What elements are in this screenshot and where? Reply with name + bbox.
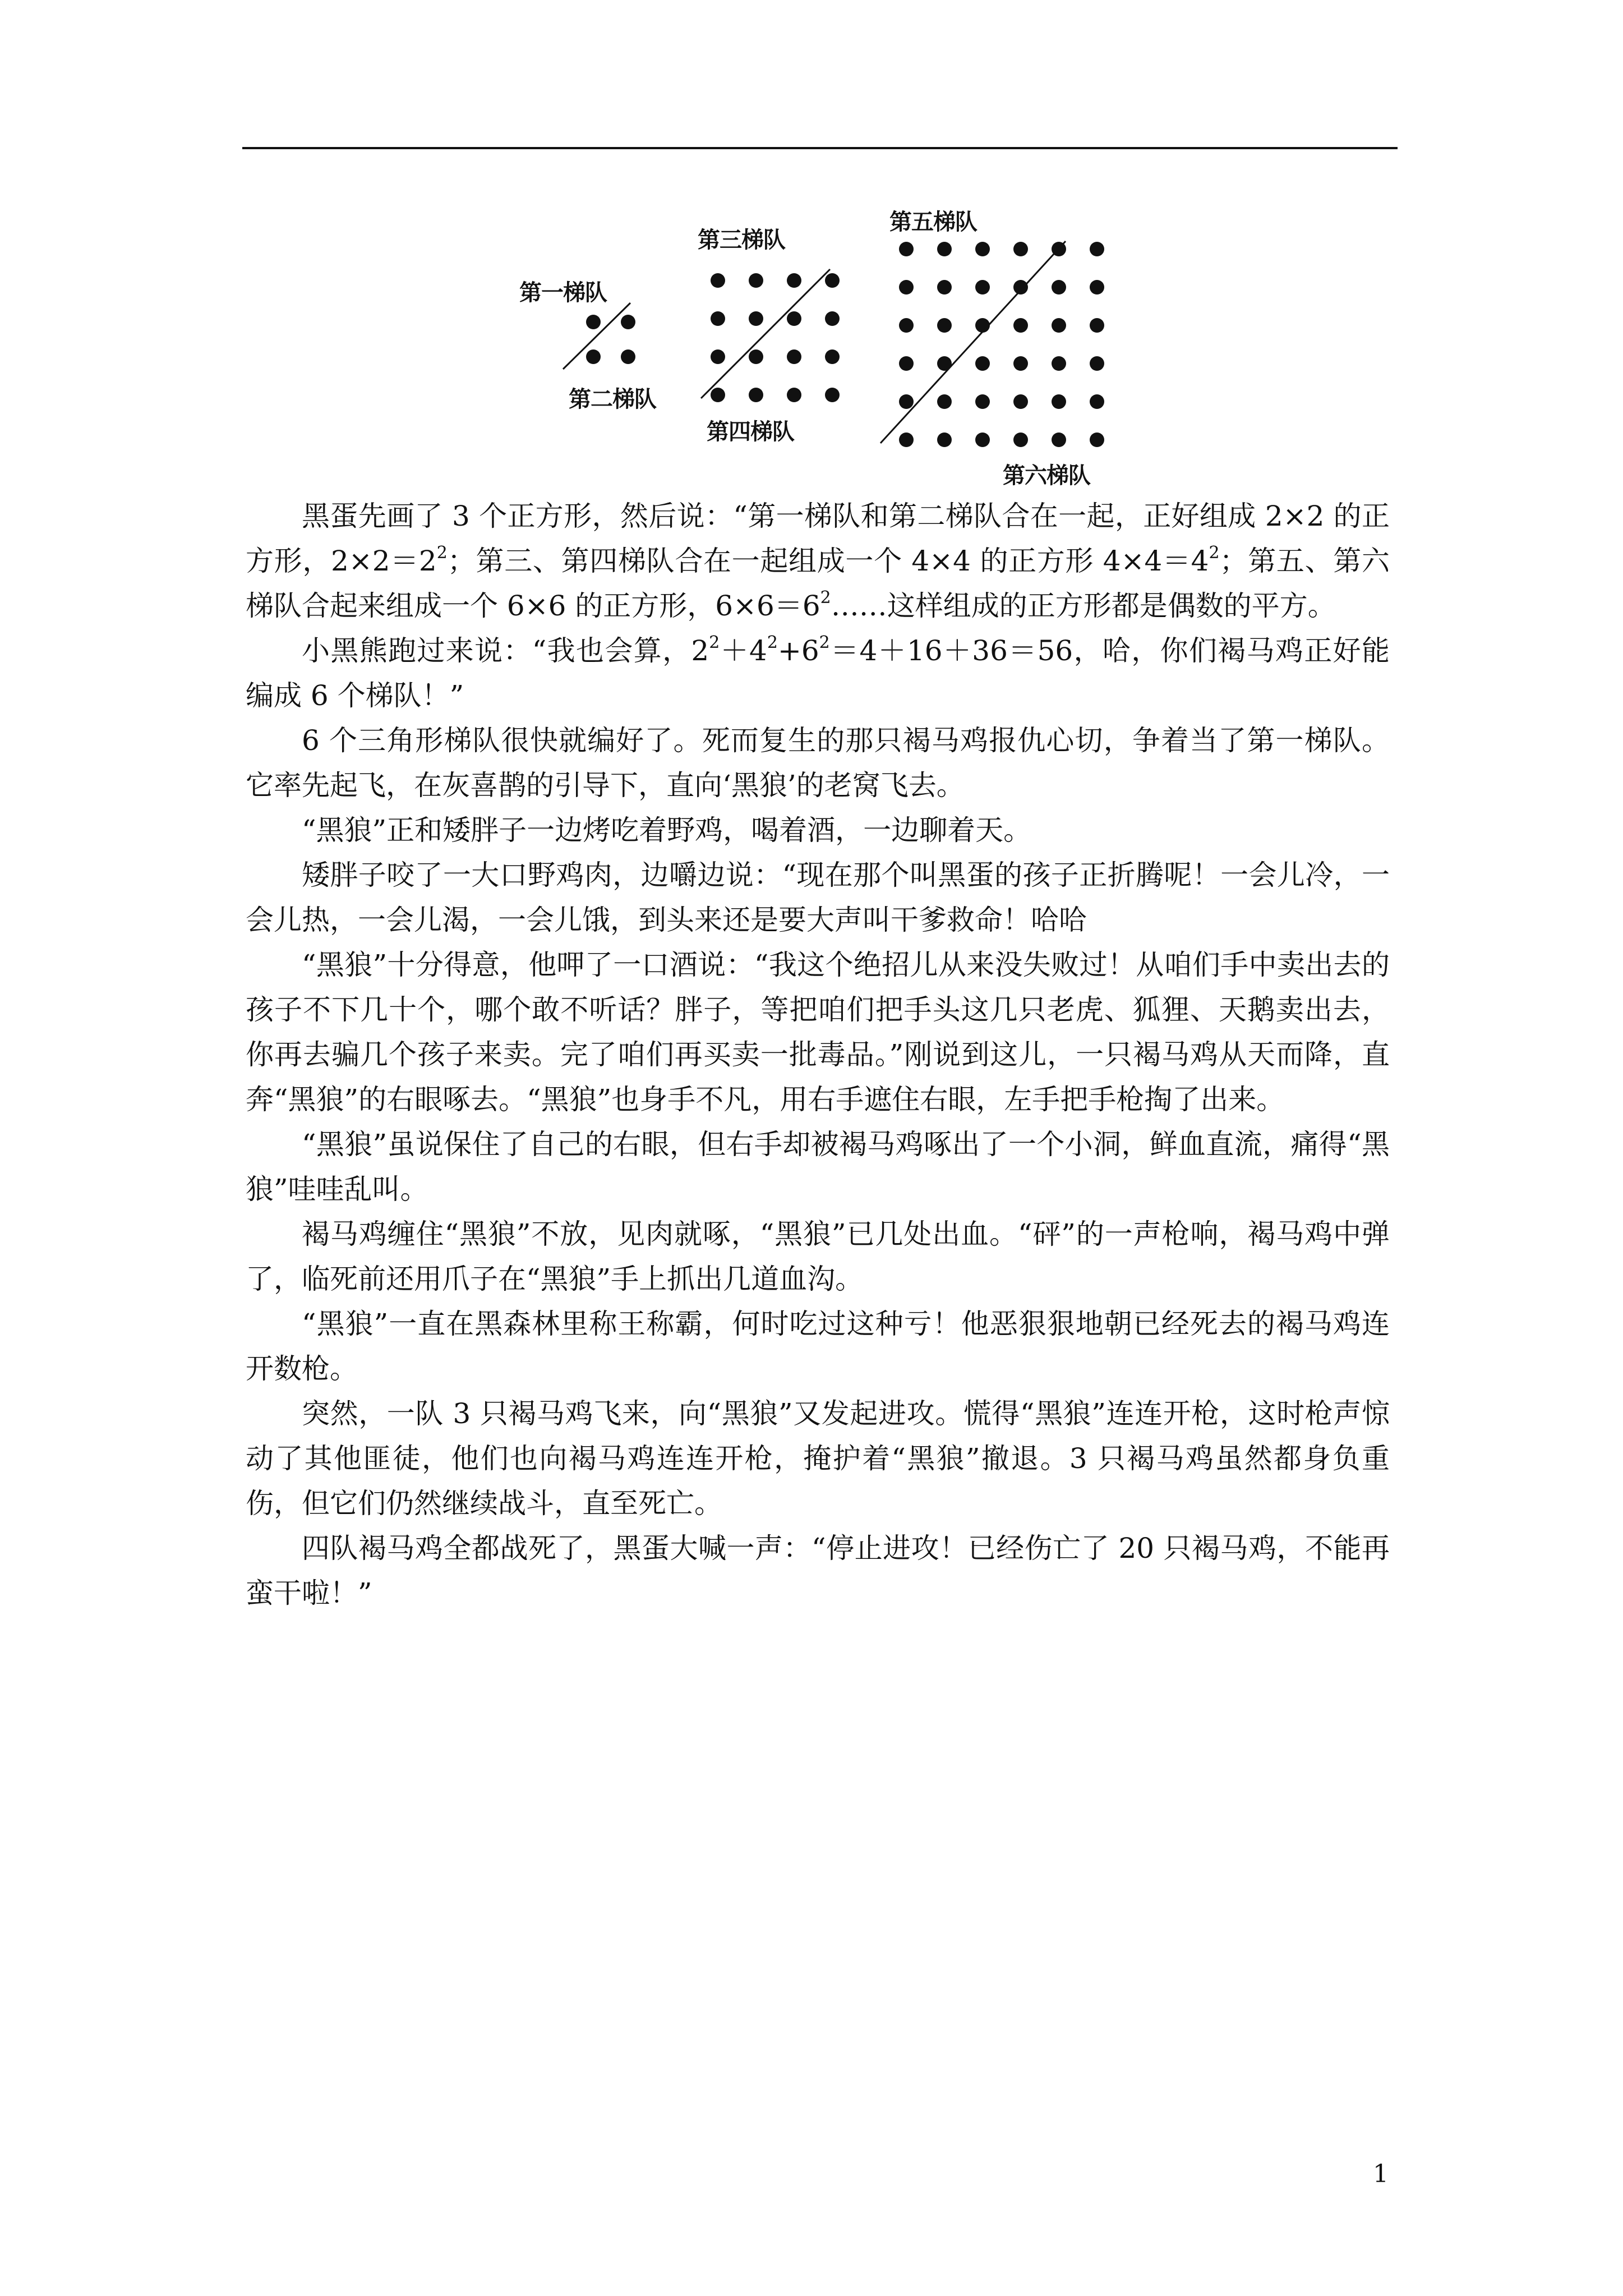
square-6x6-dot: [1013, 318, 1028, 333]
square-2x2-dot: [586, 349, 601, 364]
label-team-1: 第一梯队: [519, 280, 607, 306]
text-run: ＋4: [720, 634, 767, 667]
square-6x6-dot: [1090, 318, 1104, 333]
text-run: ＝4＋16＋36＝56，哈，你们褐马鸡正好能编成 6 个梯队！”: [246, 634, 1390, 712]
square-6x6-dot: [899, 280, 914, 295]
square-6x6-dot: [1090, 432, 1104, 447]
text-run: “黑狼”十分得意，他呷了一口酒说：“我这个绝招儿从来没失败过！从咱们手中卖出去的孩子不下几十个，哪个敢不听话？胖子，等把咱们把手头这几只老虎、狐狸、天鹅卖出去，你再去骗几个孩子来卖。完了咱们再买卖一批毒品。”刚说到这儿，一只褐马鸡从天而降，直奔“黑狼”的右眼啄去。“黑狼”也身手不凡，用右手遮住右眼，左手把手枪掏了出来。: [246, 949, 1390, 1116]
ladder-figure: [505, 196, 1144, 488]
square-2x2-dot: [621, 349, 635, 364]
text-run: “黑狼”正和矮胖子一边烤吃着野鸡，喝着酒，一边聊着天。: [302, 814, 1032, 846]
square-6x6-dot: [975, 356, 990, 371]
header-rule: [242, 147, 1398, 149]
square-6x6-dot: [975, 394, 990, 409]
square-6x6-dot: [899, 318, 914, 333]
paragraph: [246, 1391, 1390, 1526]
square-6x6-dot: [1052, 280, 1066, 295]
square-2x2-dot: [621, 315, 635, 329]
square-4x4-dot: [749, 311, 763, 326]
square-4x4-dot: [825, 388, 840, 402]
paragraph: [246, 1212, 1390, 1301]
square-4x4-dot: [787, 388, 801, 402]
square-4x4-dot: [825, 311, 840, 326]
paragraph: [246, 808, 1390, 853]
superscript: 2: [709, 633, 720, 652]
label-team-6: 第六梯队: [1003, 463, 1090, 489]
page-number: 1: [1373, 2160, 1389, 2188]
label-team-4: 第四梯队: [707, 419, 794, 445]
square-6x6-dot: [899, 432, 914, 447]
text-run: “黑狼”一直在黑森林里称王称霸，何时吃过这种亏！他恶狠狠地朝已经死去的褐马鸡连开数枪。: [246, 1308, 1390, 1385]
text-run: “黑狼”虽说保住了自己的右眼，但右手却被褐马鸡啄出了一个小洞，鲜血直流，痛得“黑狼”哇哇乱叫。: [246, 1128, 1390, 1205]
square-6x6-dot: [975, 432, 990, 447]
square-6x6-dot: [899, 394, 914, 409]
square-4x4-dot: [749, 349, 763, 364]
paragraph: [246, 942, 1390, 1122]
text-run: +6: [777, 634, 819, 667]
square-4x4-dot: [787, 311, 801, 326]
superscript: 2: [436, 543, 448, 563]
square-4x4-dot: [825, 349, 840, 364]
square-4x4-dot: [825, 273, 840, 288]
square-4x4-dot: [749, 388, 763, 402]
square-6x6-dot: [1090, 394, 1104, 409]
text-run: 矮胖子咬了一大口野鸡肉，边嚼边说：“现在那个叫黑蛋的孩子正折腾呢！一会儿冷，一会儿热，一会儿渴，一会儿饿，到头来还是要大声叫干爹救命！哈哈: [246, 859, 1390, 936]
square-4x4-dot: [787, 349, 801, 364]
square-4x4-dot: [711, 311, 725, 326]
square-4x4-dot: [749, 273, 763, 288]
square-6x6-dot: [937, 318, 952, 333]
dot-squares-diagram: [505, 196, 1144, 488]
square-4x4-dot: [711, 273, 725, 288]
label-team-5: 第五梯队: [889, 209, 977, 235]
square-6x6-dot: [937, 432, 952, 447]
square-6x6-dot: [1013, 356, 1028, 371]
square-6x6-dot: [1052, 394, 1066, 409]
square-6x6-dot: [899, 242, 914, 256]
divider-line-6x6: [880, 241, 1066, 443]
text-run: 黑蛋先画了 3 个正方形，然后说：“第一梯队和第二梯队合在一起，正好组成 2×2 的正方形，2×2＝2: [246, 500, 1390, 577]
square-6x6-dot: [975, 242, 990, 256]
paragraph: [246, 1301, 1390, 1391]
text-run: 四队褐马鸡全都战死了，黑蛋大喊一声：“停止进攻！已经伤亡了 20 只褐马鸡，不能再蛮干啦！”: [246, 1532, 1390, 1609]
square-4x4-dot: [787, 273, 801, 288]
square-6x6-dot: [1052, 356, 1066, 371]
square-6x6-dot: [1052, 432, 1066, 447]
superscript: 2: [819, 633, 830, 652]
divider-line-4x4: [701, 269, 830, 398]
text-run: ；第三、第四梯队合在一起组成一个 4×4 的正方形 4×4＝4: [447, 545, 1209, 577]
square-6x6-dot: [1013, 394, 1028, 409]
square-6x6-dot: [937, 394, 952, 409]
text-run: ；第五、第六梯队合起来组成一个 6×6 的正方形，6×6＝6: [246, 545, 1390, 622]
square-6x6-dot: [1090, 280, 1104, 295]
story-body: [246, 494, 1390, 1616]
square-4x4-dot: [711, 388, 725, 402]
square-6x6-dot: [1052, 318, 1066, 333]
square-6x6-dot: [1013, 242, 1028, 256]
square-6x6-dot: [899, 356, 914, 371]
superscript: 2: [767, 633, 778, 652]
paragraph: [246, 628, 1390, 718]
square-6x6-dot: [1013, 280, 1028, 295]
superscript: 2: [820, 588, 831, 608]
text-run: ……这样组成的正方形都是偶数的平方。: [831, 590, 1336, 622]
paragraph: [246, 1122, 1390, 1212]
text-run: 褐马鸡缠住“黑狼”不放，见肉就啄，“黑狼”已几处出血。“砰”的一声枪响，褐马鸡中弹了，临死前还用爪子在“黑狼”手上抓出几道血沟。: [246, 1218, 1390, 1295]
square-6x6-dot: [1013, 432, 1028, 447]
square-6x6-dot: [1090, 356, 1104, 371]
superscript: 2: [1209, 543, 1220, 563]
text-run: 突然，一队 3 只褐马鸡飞来，向“黑狼”又发起进攻。慌得“黑狼”连连开枪，这时枪声惊动了其他匪徒，他们也向褐马鸡连连开枪，掩护着“黑狼”撤退。3 只褐马鸡虽然都身负重伤，但它们仍然继续战斗，直至死亡。: [246, 1397, 1390, 1520]
square-6x6-dot: [937, 242, 952, 256]
label-team-3: 第三梯队: [698, 227, 785, 253]
paragraph: [246, 853, 1390, 942]
square-6x6-dot: [1090, 242, 1104, 256]
square-2x2-dot: [586, 315, 601, 329]
square-4x4-dot: [711, 349, 725, 364]
square-6x6-dot: [937, 280, 952, 295]
label-team-2: 第二梯队: [569, 386, 656, 412]
text-run: 6 个三角形梯队很快就编好了。死而复生的那只褐马鸡报仇心切，争着当了第一梯队。它率先起飞，在灰喜鹊的引导下，直向‘黑狼’的老窝飞去。: [246, 724, 1390, 802]
square-6x6-dot: [975, 280, 990, 295]
text-run: 小黑熊跑过来说：“我也会算，2: [302, 634, 709, 667]
paragraph: [246, 494, 1390, 628]
paragraph: [246, 1526, 1390, 1616]
paragraph: [246, 718, 1390, 808]
